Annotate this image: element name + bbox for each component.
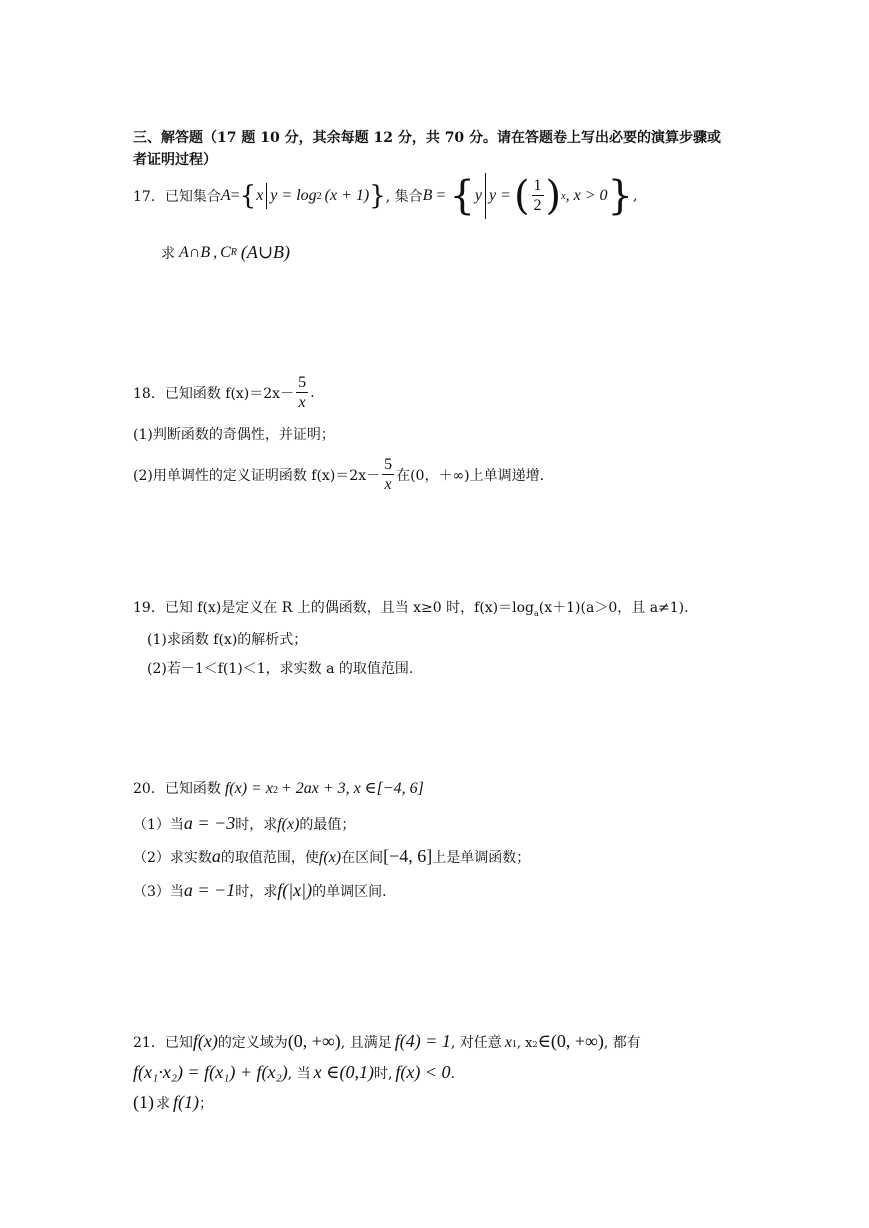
q18-frac-den: x [298,393,306,411]
q17-ask-prefix: 求 [161,245,175,262]
q20-p3-math: a = −1 [183,880,236,900]
q17-ask-expr1: A∩B [179,243,211,261]
q21-l1-sep: , x [516,1036,533,1051]
q21-l1-f: f(x) [192,1031,218,1051]
q21-l1-c: , 且满足 [340,1035,392,1051]
q20-part3 [133,880,387,901]
q20-p2-f: f(x) [318,849,342,866]
q17-setA-y: y = log [270,187,317,204]
q20-p3-c: 的单调区间. [312,884,387,900]
q20-p2-d: 上是单调函数； [432,850,531,866]
q19-statement [133,597,689,618]
q21-l1-in: ∈(0, +∞) [537,1031,604,1051]
q21-line1 [133,1031,641,1052]
q18-statement [133,371,315,415]
q17-setB-var: B [422,187,433,204]
q21-l1-domain: (0, +∞) [287,1031,341,1051]
q17-setB-y: y [474,187,483,204]
q21-l3-a: 求 [156,1096,170,1112]
q17-ask-expr2: (A∪B) [240,242,290,262]
q17-statement: 17．已知集合 A = { x y = log 2 (x + 1) } , 集合 B = { y y = ( $\frac{1}{2}$ ) x , x > 0 } , [133,173,638,219]
q18-part2-frac-den: x [384,475,392,493]
q17-ask [161,242,290,263]
q17-setB-cond: , x > 0 [565,187,608,204]
q19-line1-sub: a [534,609,539,618]
q21-l2-ineq: f(x) < 0 [395,1062,451,1082]
q17-setB-fraction [532,177,544,215]
q17-ask-sep: , [213,243,218,261]
q18-part2-suffix: 在(0，＋∞)上单调递增. [396,468,545,484]
q21-l3-num: (1) [133,1092,154,1112]
section-heading-line2: 者证明过程） [133,152,217,168]
q18-part2-fraction [382,456,394,494]
q21-l1-x1sub: 1 [511,1039,517,1050]
q18-line1-end: . [310,385,315,401]
q19-line1-b: (x＋1)(a＞0，且 a≠1). [538,600,689,616]
q21-line2 [133,1062,455,1083]
q21-l1-f4: f(4) = 1 [394,1031,451,1051]
q18-part2 [133,453,544,497]
q17-setA-sub: 2 [316,190,322,202]
q20-p1-f: f(x) [277,816,300,833]
q21-l2-a: , 当 [287,1066,311,1082]
q21-l1-e: , 都有 [603,1035,641,1051]
q20-part2 [133,846,530,867]
q17-setB-bar [485,173,486,219]
q21-l2-end: . [450,1066,455,1082]
q20-p3-b: 时，求 [235,884,278,900]
q20-p1-b: 时，求 [235,817,278,833]
q18-part2-frac-num: 5 [384,456,393,474]
q20-p2-b: 的取值范围，使 [220,850,319,866]
q18-fraction [296,374,308,412]
q17-setA-arg: (x + 1) [324,187,370,204]
q17-setB-den: 2 [533,196,542,214]
q21-l1-a: 21．已知 [133,1035,193,1051]
q17-prefix: 17．已知集合 [133,189,221,205]
q18-part1: (1)判断函数的奇偶性，并证明； [133,427,335,443]
q20-p3-a: （3）当 [133,884,184,900]
q18-part2-prefix: (2)用单调性的定义证明函数 f(x)＝2x－ [133,468,381,484]
q20-statement [133,778,424,798]
q17-setA-bar [266,183,267,209]
q17-tail: , [632,188,638,204]
q17-ask-C: C [220,243,231,261]
q20-p1-math: a = −3 [183,813,236,833]
q19-line1-a: 19．已知 f(x)是定义在 R 上的偶函数，且当 x≥0 时，f(x)＝log [133,600,535,616]
q20-p1-a: （1）当 [133,817,184,833]
q20-p2-interval: [−4, 6] [383,846,433,866]
q20-p2-a: （2）求实数 [133,850,212,866]
q20-expr-sup: 2 [272,785,278,796]
q21-l1-d: , 对任意 [450,1035,502,1051]
q17-setA-var: A [220,187,231,204]
q18-frac-num: 5 [298,374,307,392]
q19-part1: (1)求函数 f(x)的解析式； [147,632,308,648]
q20-p3-f: f(|x|) [277,880,313,900]
q20-expr-a: f(x) = x [224,780,273,797]
q20-p2-c: 在区间 [341,850,384,866]
section-heading-line1: 三、解答题（17 题 10 分，其余每题 12 分，共 70 分。请在答题卷上写出必要的演算步骤或 [133,130,722,146]
q19-part2: (2)若－1＜f(1)＜1，求实数 a 的取值范围. [147,661,414,677]
q18-line1-prefix: 18．已知函数 f(x)＝2x－ [133,386,295,402]
q21-l2-cond: x ∈(0,1) [313,1062,374,1082]
q20-part1 [133,813,355,834]
q21-l3-f: f(1) [173,1092,199,1112]
q21-l1-b: 的定义域为 [217,1035,288,1051]
q20-p1-c: 的最值； [299,817,356,833]
q17-mid: , 集合 [385,189,423,205]
q17-ask-R: R [230,247,237,258]
q17-setB-exp: x [561,190,566,202]
q20-p2-var: a [211,846,221,866]
q21-l2-b: 时, [373,1066,393,1082]
q17-setB-eq: y = [489,187,511,204]
q21-l1-x1: x [504,1034,512,1051]
q21-line3 [133,1092,213,1113]
q21-l1-x2sub: 2 [532,1040,538,1049]
q17-setA-x: x [256,187,264,204]
q20-line1-prefix: 20．已知函数 [133,781,221,797]
q20-expr-b: + 2ax + 3, x ∈[−4, 6] [280,780,424,797]
q17-setB-num: 1 [533,177,542,195]
q21-l2-expr: f(x₁·x₂) = f(x₁) + f(x₂) [133,1062,288,1082]
q21-l3-end: ； [199,1096,213,1112]
